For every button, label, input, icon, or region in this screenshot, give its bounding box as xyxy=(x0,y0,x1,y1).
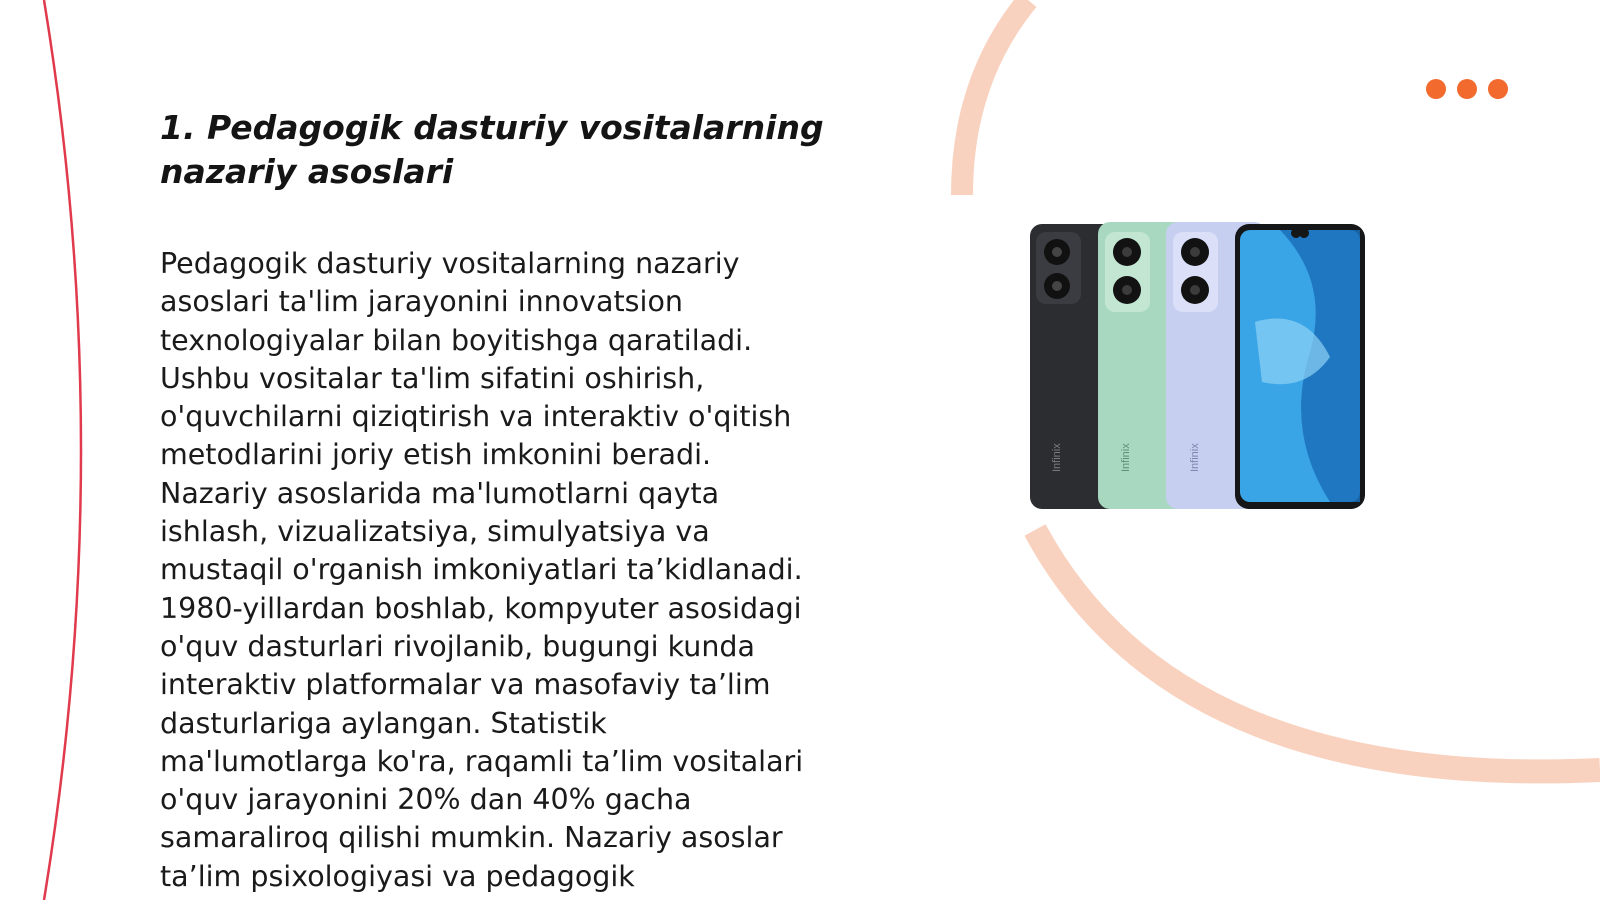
bottom-arc xyxy=(1035,530,1600,771)
phone-brand-label: Infinix xyxy=(1189,443,1201,472)
phone-front xyxy=(1235,224,1365,509)
top-arc xyxy=(962,0,1028,195)
slide-body-text: Pedagogik dasturiy vositalarning nazariy asoslari ta'lim jarayonini innovatsion texnologiyalar bilan boyitishga qaratiladi. Ushbu vositalar ta'lim sifatini oshirish, o'quvchilarni qiziqtirish va interaktiv o'qitish metodlarini joriy etish imkonini beradi. Nazariy asoslarida ma'lumotlarni qayta ishlash, vizualizatsiya, simulyatsiya va mustaqil o'rganish imkoniyatlari ta’kidlanadi. 1980-yillardan boshlab, kompyuter asosidagi o'quv dasturlari rivojlanib, bugungi kunda interaktiv platformalar va masofaviy ta’lim dasturlariga aylangan. Statistik ma'lumotlarga ko'ra, raqamli ta’lim vositalari o'quv jarayonini 20% dan 40% gacha samaraliroq qilishi mumkin. Nazariy asoslar ta’lim psixologiyasi va pedagogik xyxy=(160,247,804,893)
phone-brand-label: Infinix xyxy=(1120,443,1132,472)
dot-icon xyxy=(1426,79,1446,99)
left-edge-curve xyxy=(44,0,81,900)
phone-brand-label: Infinix xyxy=(1051,443,1063,472)
smartphones-image xyxy=(1030,222,1370,512)
dots-decoration xyxy=(1426,79,1508,99)
dot-icon xyxy=(1457,79,1477,99)
slide-title: 1. Pedagogik dasturiy vositalarning nazariy asoslari xyxy=(160,108,824,191)
dot-icon xyxy=(1488,79,1508,99)
